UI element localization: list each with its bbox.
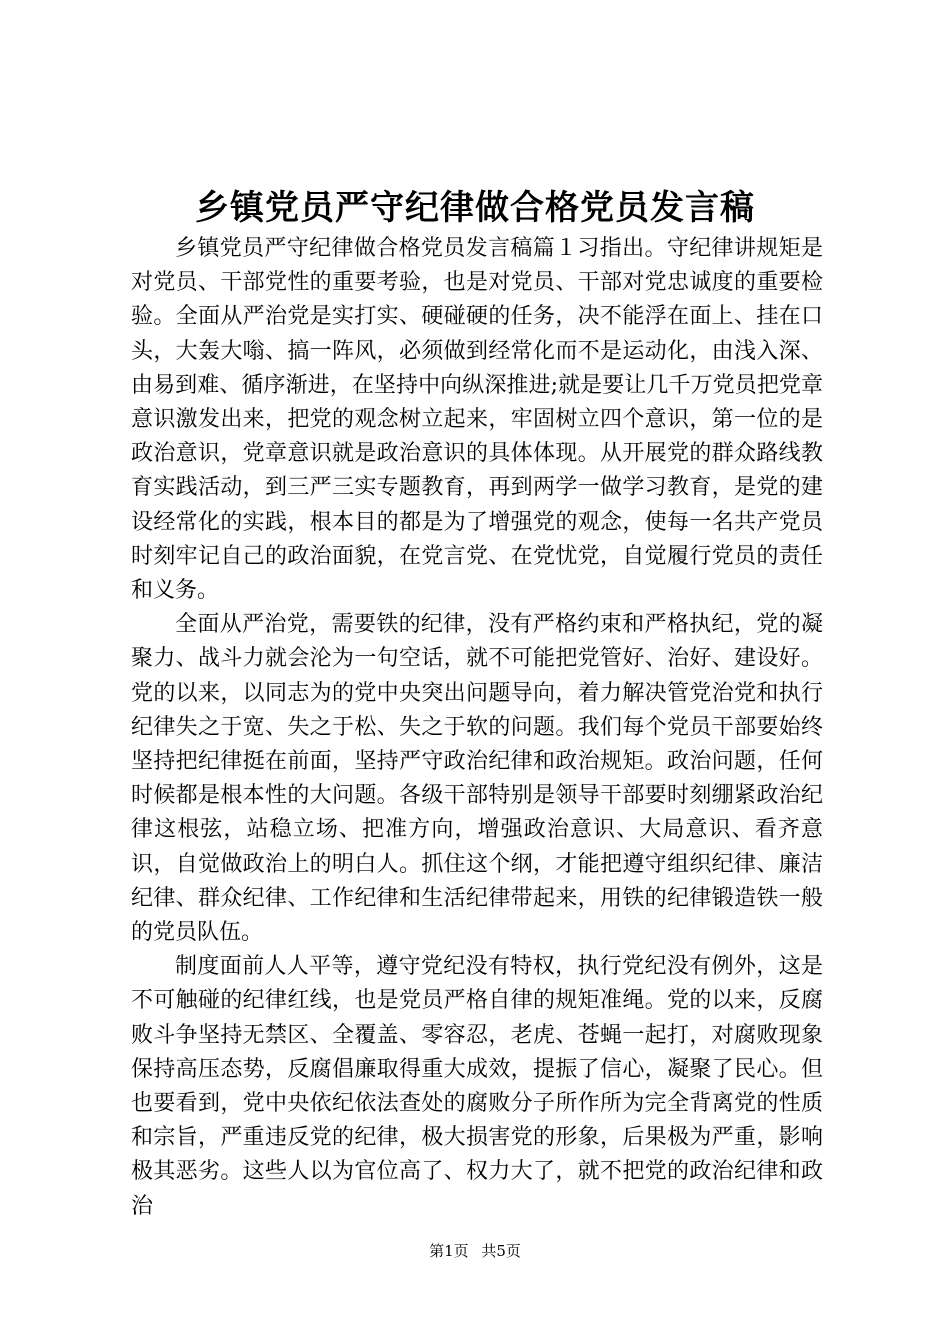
document-title: 乡镇党员严守纪律做合格党员发言稿 [195,188,755,228]
page-total: 共5页 [481,1242,521,1260]
paragraph-1: 乡镇党员严守纪律做合格党员发言稿篇１习指出。守纪律讲规矩是对党员、干部党性的重要考验，也是对党员、干部对党忠诚度的重要检验。全面从严治党是实打实、硬碰硬的任务，决不能浮在面上、挂在口头，大轰大嗡、搞一阵风，必须做到经常化而不是运动化，由浅入深、由易到难、循序渐进，在坚持中向纵深推进;就是要让几千万党员把党章意识激发出来，把党的观念树立起来，牢固树立四个意识，第一位的是政治意识，党章意识就是政治意识的具体体现。从开展党的群众路线教育实践活动，到三严三实专题教育，再到两学一做学习教育，是党的建设经常化的实践，根本目的都是为了增强党的观念，使每一名共产党员时刻牢记自己的政治面貌，在党言党、在党忧党，自觉履行党员的责任和义务。 [131,236,823,604]
page-number: 第1页 [429,1242,469,1260]
document-body [131,232,823,1224]
paragraph-3: 制度面前人人平等，遵守党纪没有特权，执行党纪没有例外，这是不可触碰的纪律红线，也是党员严格自律的规矩准绳。党的以来，反腐败斗争坚持无禁区、全覆盖、零容忍，老虎、苍蝇一起打，对腐败现象保持高压态势，反腐倡廉取得重大成效，提振了信心，凝聚了民心。但也要看到，党中央依纪依法查处的腐败分子所作所为完全背离党的性质和宗旨，严重违反党的纪律，极大损害党的形象，后果极为严重，影响极其恶劣。这些人以为官位高了、权力大了，就不把党的政治纪律和政治 [131,954,823,1219]
paragraph-2: 全面从严治党，需要铁的纪律，没有严格约束和严格执纪，党的凝聚力、战斗力就会沦为一句空话，就不可能把党管好、治好、建设好。党的以来，以同志为的党中央突出问题导向，着力解决管党治党和执行纪律失之于宽、失之于松、失之于软的问题。我们每个党员干部要始终坚持把纪律挺在前面，坚持严守政治纪律和政治规矩。政治问题，任何时候都是根本性的大问题。各级干部特别是领导干部要时刻绷紧政治纪律这根弦，站稳立场、把准方向，增强政治意识、大局意识、看齐意识，自觉做政治上的明白人。抓住这个纲，才能把遵守组织纪律、廉洁纪律、群众纪律、工作纪律和生活纪律带起来，用铁的纪律锻造铁一般的党员队伍。 [131,612,823,946]
page-footer [0,1240,950,1262]
